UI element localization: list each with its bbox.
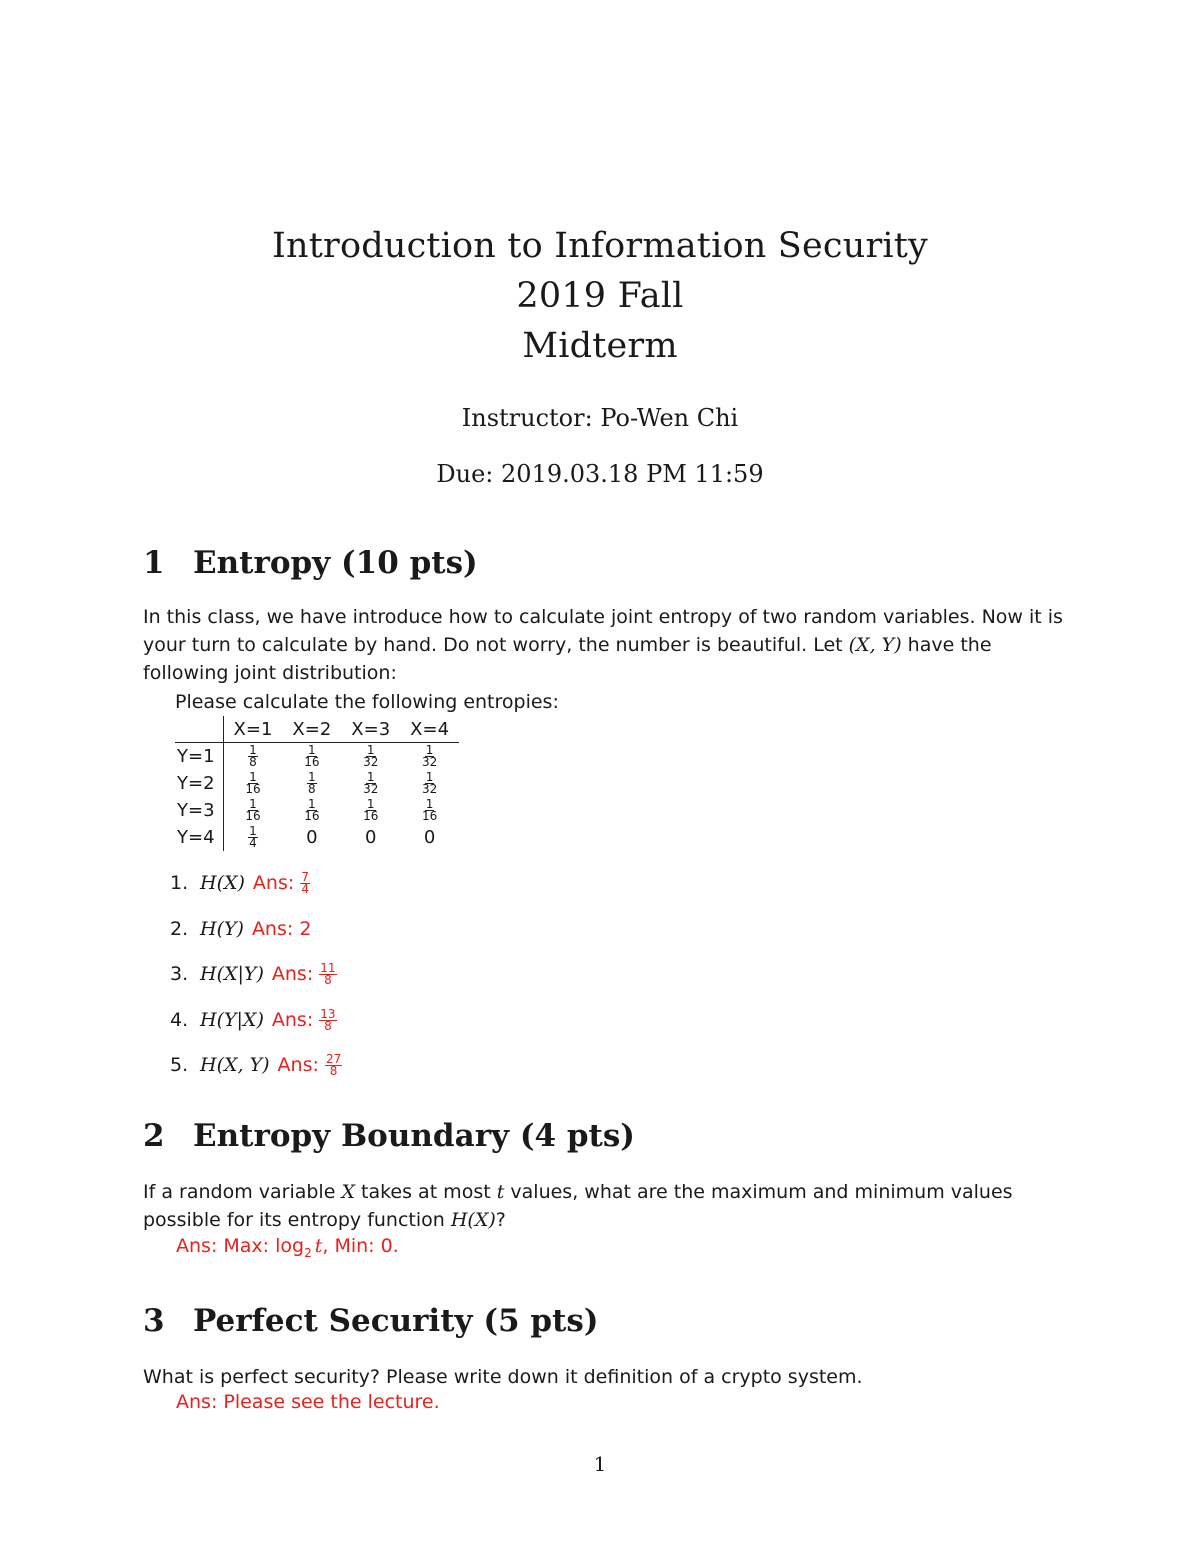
question-answer [272, 963, 337, 985]
section-3-answer: Ans: Please see the lecture. [176, 1391, 440, 1413]
answer-label: Ans: [271, 1008, 320, 1031]
fraction [319, 1006, 336, 1033]
answer-label: Ans: [277, 1054, 325, 1076]
table-cell [282, 743, 341, 771]
section-1-instruction: Please calculate the following entropies: [175, 691, 559, 713]
column-header: X=4 [400, 716, 459, 743]
table-cell [282, 797, 341, 824]
section-1-heading [143, 545, 478, 581]
numerator: 1 [308, 797, 316, 811]
fraction [244, 799, 261, 822]
question-text: takes at most [354, 1181, 497, 1203]
question-item [170, 872, 310, 895]
question-var: t [496, 1181, 505, 1203]
term: 2019 Fall [516, 276, 684, 316]
denominator: 4 [301, 882, 309, 896]
section-2-question [143, 1178, 1063, 1234]
table-corner [175, 716, 223, 743]
question-expr: H(X, Y) [200, 1054, 270, 1076]
table-cell [282, 770, 341, 797]
numerator: 11 [320, 961, 336, 975]
fraction [362, 772, 379, 795]
denominator: 8 [324, 973, 332, 987]
numerator: 1 [308, 770, 316, 784]
question-text: values, what are the maximum and minimum values possible for its entropy function [143, 1181, 1013, 1231]
question-item [170, 963, 337, 986]
numerator: 27 [325, 1052, 342, 1066]
numerator: 1 [425, 770, 434, 784]
fraction [362, 745, 379, 768]
answer-value: 2 [299, 917, 312, 940]
denominator: 32 [421, 755, 438, 769]
denominator: 16 [304, 755, 320, 769]
fraction [362, 799, 379, 822]
answer-text: , Min: 0. [322, 1235, 399, 1257]
answer-var: t [314, 1235, 323, 1257]
instructor: Instructor: Po-Wen Chi [461, 404, 739, 432]
denominator: 8 [308, 782, 316, 796]
column-header: X=3 [341, 716, 400, 743]
table-cell [400, 743, 459, 771]
row-header: Y=1 [175, 743, 223, 771]
table-row [175, 797, 459, 824]
table-cell [400, 797, 459, 824]
numerator: 7 [301, 870, 309, 884]
section-number: 2 [143, 1118, 165, 1154]
fraction [421, 745, 438, 768]
table-cell [341, 743, 400, 771]
question-index: 3. [170, 963, 189, 985]
intro-text: In this class, we have introduce how to calculate joint entropy of two random variables. Now it is your turn to calculate by hand. Do not worry, the number is beautiful. Let [143, 606, 1063, 656]
intro-math: (X, Y) [848, 634, 902, 656]
numerator: 13 [320, 1006, 336, 1021]
row-header: Y=3 [175, 797, 223, 824]
section-3-question: What is perfect security? Please write down it definition of a crypto system. [143, 1366, 863, 1388]
question-item [170, 1054, 342, 1077]
answer-label: Ans: [252, 872, 301, 894]
question-answer [271, 1006, 337, 1033]
denominator: 16 [245, 782, 261, 796]
section-title: Entropy (10 pts) [193, 545, 478, 581]
answer-label: Ans: [271, 963, 320, 985]
denominator: 32 [421, 782, 438, 796]
question-expr: H(X|Y) [200, 963, 264, 985]
fraction [307, 772, 317, 795]
question-expr: H(Y|X) [200, 1008, 264, 1031]
numerator: 1 [249, 743, 257, 757]
numerator: 1 [249, 770, 257, 784]
table-cell: 0 [364, 827, 377, 848]
section-2-answer [176, 1235, 399, 1260]
intro-text-end: have the following joint distribution: [143, 634, 992, 684]
table-cell [400, 770, 459, 797]
question-index: 4. [170, 1008, 189, 1031]
question-answer [278, 1054, 343, 1076]
table-cell [223, 770, 282, 797]
table-cell [223, 824, 282, 851]
fraction [300, 872, 310, 895]
answer-text: Ans: Max: log [176, 1235, 305, 1257]
denominator: 16 [363, 809, 379, 823]
numerator: 1 [425, 797, 434, 811]
question-index: 5. [170, 1054, 189, 1076]
question-index: 2. [170, 917, 189, 940]
table-cell [341, 770, 400, 797]
question-expr: H(Y) [200, 917, 244, 940]
column-header: X=1 [223, 716, 282, 743]
table-cell: 0 [306, 827, 318, 848]
table-cell [341, 797, 400, 824]
denominator: 16 [304, 809, 320, 823]
exam-name: Midterm [522, 326, 678, 366]
denominator: 16 [421, 809, 438, 823]
fraction [319, 963, 336, 986]
numerator: 1 [249, 824, 257, 838]
denominator: 8 [249, 755, 257, 769]
section-title: Entropy Boundary (4 pts) [193, 1118, 635, 1154]
section-number: 3 [143, 1303, 165, 1339]
section-number: 1 [143, 545, 165, 581]
question-answer [253, 872, 310, 894]
fraction [244, 772, 261, 795]
table-cell [223, 797, 282, 824]
numerator: 1 [366, 770, 375, 784]
answer-label: Ans: [251, 917, 300, 940]
fraction [303, 745, 320, 768]
fraction [248, 826, 258, 849]
numerator: 1 [308, 743, 316, 757]
denominator: 8 [329, 1064, 338, 1078]
question-index: 1. [170, 872, 189, 894]
due-date: Due: 2019.03.18 PM 11:59 [436, 460, 764, 488]
question-item [170, 1006, 337, 1033]
fraction [325, 1054, 342, 1077]
fraction [303, 799, 320, 822]
denominator: 16 [245, 809, 261, 823]
table-row [175, 743, 459, 771]
fraction [421, 772, 438, 795]
question-text: ? [495, 1209, 506, 1231]
section-3-heading [143, 1303, 598, 1339]
table-row [175, 770, 459, 797]
question-answer [252, 918, 311, 940]
page-number: 1 [593, 1452, 607, 1476]
section-1-intro [143, 603, 1063, 687]
numerator: 1 [425, 743, 434, 757]
denominator: 4 [249, 836, 257, 850]
column-header: X=2 [282, 716, 341, 743]
table-cell: 0 [423, 827, 436, 848]
course-title: Introduction to Information Security [271, 226, 929, 266]
row-header: Y=2 [175, 770, 223, 797]
denominator: 32 [363, 755, 379, 769]
numerator: 1 [249, 797, 257, 811]
answer-subscript: 2 [304, 1245, 312, 1260]
row-header: Y=4 [175, 824, 223, 851]
question-var: X [341, 1181, 355, 1203]
section-title: Perfect Security (5 pts) [193, 1303, 599, 1339]
question-item [170, 918, 311, 940]
denominator: 32 [363, 782, 379, 796]
joint-distribution-table [175, 716, 459, 851]
question-text: If a random variable [143, 1181, 342, 1203]
numerator: 1 [366, 797, 375, 811]
fraction [248, 745, 258, 768]
question-expr: H(X) [450, 1209, 496, 1231]
section-2-heading [143, 1118, 635, 1154]
numerator: 1 [366, 743, 375, 757]
table-row [175, 824, 459, 851]
fraction [421, 799, 438, 822]
table-cell [223, 743, 282, 771]
question-expr: H(X) [200, 872, 245, 894]
denominator: 8 [324, 1018, 332, 1033]
